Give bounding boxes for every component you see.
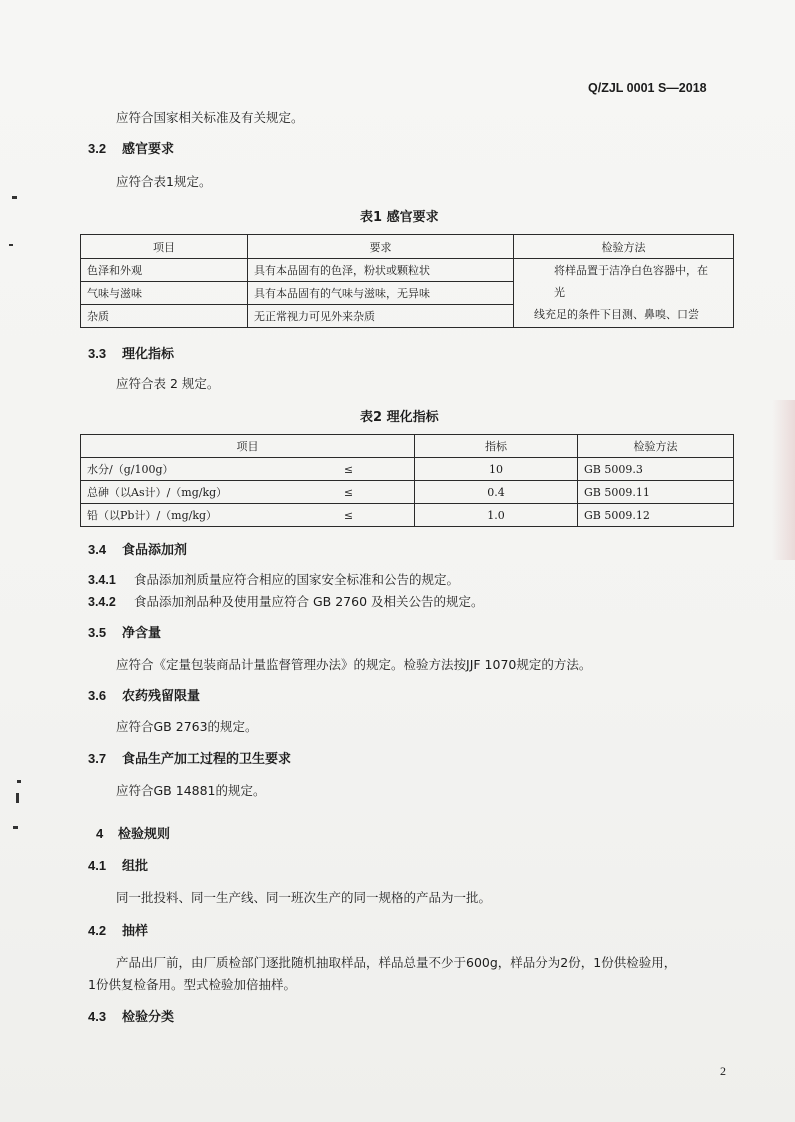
section-3-2-body: 应符合表1规定。 [116, 174, 212, 189]
table2-physicochemical [80, 434, 734, 527]
scan-speck [17, 780, 21, 783]
table-header: 指标 [415, 435, 578, 458]
section-title: 组批 [122, 859, 149, 874]
section-3-5-heading [88, 622, 161, 641]
section-4-3-heading [88, 1006, 174, 1025]
scan-speck [12, 196, 17, 199]
table-cell: GB 5009.11 [578, 481, 734, 504]
table-cell: 无正常视力可见外来杂质 [248, 305, 514, 328]
table-row [81, 504, 734, 527]
table-cell: ≤ [283, 504, 415, 527]
table2-caption: 表2 理化指标 [360, 410, 439, 425]
table-cell: 水分/（g/100g） [81, 458, 284, 481]
method-line: 将样品置于洁净白色容器中，在光 [554, 264, 708, 299]
intro-line: 应符合国家相关标准及有关规定。 [116, 110, 304, 125]
table-row [81, 458, 734, 481]
clause-text: 食品添加剂质量应符合相应的国家安全标准和公告的规定。 [134, 572, 460, 587]
clause-3-4-1 [88, 570, 459, 588]
document-code: Q/ZJL 0001 S—2018 [588, 81, 707, 95]
section-3-2-heading [88, 138, 174, 157]
table-cell: 总砷（以As计）/（mg/kg） [81, 481, 284, 504]
table-cell: GB 5009.12 [578, 504, 734, 527]
stamp-edge [772, 400, 795, 560]
table-row [81, 481, 734, 504]
table-cell: ≤ [283, 481, 415, 504]
section-3-3-body: 应符合表 2 规定。 [116, 376, 220, 391]
table1-method-cell [514, 259, 734, 328]
table-cell: 色泽和外观 [81, 259, 248, 282]
section-number: 3.6 [88, 688, 107, 703]
scan-speck [9, 244, 13, 246]
section-title: 理化指标 [122, 347, 175, 362]
section-4-2-heading [88, 920, 148, 939]
table-header: 检验方法 [514, 235, 734, 259]
section-4-2-body-line2: 1份供复检备用。型式检验加倍抽样。 [88, 977, 296, 992]
method-line: 线充足的条件下目测、鼻嗅、口尝 [534, 308, 699, 321]
table-header: 要求 [248, 235, 514, 259]
table-cell: 1.0 [415, 504, 578, 527]
section-4-2-body-line1: 产品出厂前，由厂质检部门逐批随机抽取样品，样品总量不少于600g，样品分为2份，1份供检验用， [116, 955, 677, 970]
section-number: 4.2 [88, 923, 107, 938]
table1-sensory [80, 234, 734, 328]
section-title: 净含量 [122, 626, 162, 641]
section-3-7-heading [88, 748, 291, 767]
clause-text: 食品添加剂品种及使用量应符合 GB 2760 及相关公告的规定。 [134, 594, 484, 609]
section-title: 检验分类 [122, 1010, 175, 1025]
table1-caption: 表1 感官要求 [360, 210, 439, 225]
section-title: 感官要求 [122, 142, 175, 157]
table-cell: 气味与滋味 [81, 282, 248, 305]
section-number: 3.5 [88, 625, 107, 640]
section-number: 3.4 [88, 542, 107, 557]
section-3-3-heading [88, 343, 174, 362]
section-3-5-body: 应符合《定量包装商品计量监督管理办法》的规定。检验方法按JJF 1070规定的方法。 [116, 657, 592, 672]
section-number: 4.1 [88, 858, 107, 873]
section-3-6-body: 应符合GB 2763的规定。 [116, 719, 258, 734]
table-cell: 具有本品固有的色泽，粉状或颗粒状 [248, 259, 514, 282]
table-cell: GB 5009.3 [578, 458, 734, 481]
section-number: 4 [96, 826, 104, 841]
table-header: 检验方法 [578, 435, 734, 458]
section-number: 3.7 [88, 751, 107, 766]
table-cell: 杂质 [81, 305, 248, 328]
scan-speck [16, 793, 19, 803]
section-3-4-heading [88, 539, 187, 558]
clause-number: 3.4.2 [88, 595, 116, 609]
table-header: 项目 [81, 435, 415, 458]
table-cell: ≤ [283, 458, 415, 481]
section-title: 食品添加剂 [122, 543, 188, 558]
section-title: 抽样 [122, 924, 149, 939]
table-header: 项目 [81, 235, 248, 259]
table-cell: 0.4 [415, 481, 578, 504]
section-3-6-heading [88, 685, 200, 704]
clause-3-4-2 [88, 592, 484, 610]
scan-speck [13, 826, 18, 829]
section-4-heading [96, 823, 170, 842]
section-number: 3.3 [88, 346, 107, 361]
table-cell: 10 [415, 458, 578, 481]
section-4-1-heading [88, 855, 148, 874]
section-number: 4.3 [88, 1009, 107, 1024]
section-title: 农药残留限量 [122, 689, 201, 704]
section-title: 食品生产加工过程的卫生要求 [122, 752, 292, 767]
section-3-7-body: 应符合GB 14881的规定。 [116, 783, 266, 798]
table-cell: 具有本品固有的气味与滋味，无异味 [248, 282, 514, 305]
section-number: 3.2 [88, 141, 107, 156]
clause-number: 3.4.1 [88, 573, 116, 587]
section-title: 检验规则 [118, 827, 171, 842]
section-4-1-body: 同一批投料、同一生产线、同一班次生产的同一规格的产品为一批。 [116, 890, 492, 905]
table-cell: 铅（以Pb计）/（mg/kg） [81, 504, 284, 527]
page-number: 2 [720, 1064, 726, 1078]
table-row [81, 259, 734, 282]
